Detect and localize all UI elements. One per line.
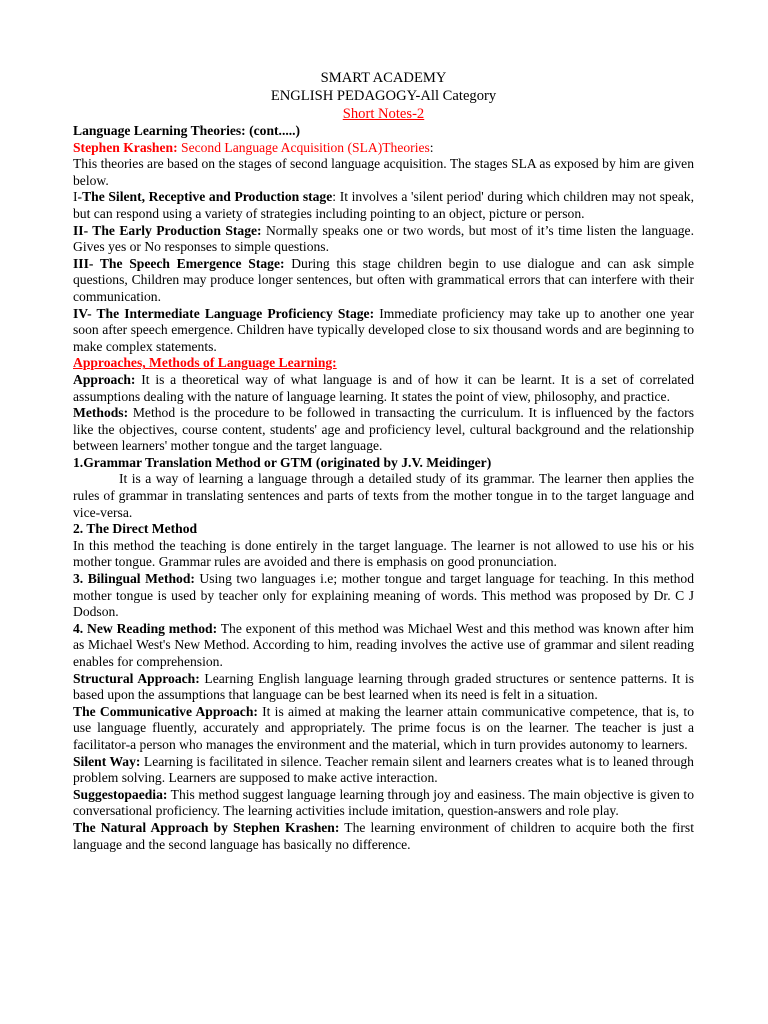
krashen-name: Stephen Krashen: xyxy=(73,139,178,155)
document-page xyxy=(73,69,694,853)
methods-definition: Methods: Method is the procedure to be followed in transacting the curriculum. It is influenced by the factors like the objectives, course content, students' age and proficiency level, cultural background and the relationship between learners' mother tongue and the target language. xyxy=(73,405,694,454)
stage-4: IV- The Intermediate Language Proficiency Stage: Immediate proficiency may take up to another one year soon after speech emergence. Children have typically developed close to six thousand words and are beginning to make complex statements. xyxy=(73,305,694,354)
stage-3: III- The Speech Emergence Stage: During this stage children begin to use dialogue and can ask simple questions, Children may produce longer sentences, but often with grammatical errors that can interfere with their communication. xyxy=(73,255,694,304)
krashen-line: Stephen Krashen: Second Language Acquisition (SLA)Theories: xyxy=(73,139,434,155)
bilingual-method: 3. Bilingual Method: Using two languages i.e; mother tongue and target language for teaching. In this method mother tongue is used by teacher only for explaining meaning of words. This method was proposed by Dr. C J Dodson. xyxy=(73,571,695,620)
approaches-heading: Approaches, Methods of Language Learning: xyxy=(73,355,337,371)
gtm-heading: 1.Grammar Translation Method or GTM (originated by J.V. Meidinger) xyxy=(73,454,492,470)
silent-way: Silent Way: Learning is facilitated in silence. Teacher remain silent and learners creates what is to leaned through problem solving. Learners are supposed to make active interaction. xyxy=(73,753,694,786)
notes-title: Short Notes-2 xyxy=(342,106,425,122)
subject-title: ENGLISH PEDAGOGY-All Category xyxy=(270,88,497,104)
theories-intro: This theories are based on the stages of second language acquisition. The stages SLA as exposed by him are given below. xyxy=(73,156,694,188)
stage-2: II- The Early Production Stage: Normally speaks one or two words, but most of it’s time listen the language. Gives yes or No responses to simple questions. xyxy=(73,222,694,255)
stage-1: I-The Silent, Receptive and Production stage: It involves a 'silent period' during which children may not speak, but can respond using a variety of strategies including pointing to an object, picture or person. xyxy=(73,189,694,221)
structural-approach: Structural Approach: Learning English language learning through graded structures or sentence patterns. It is based upon the assumptions that language can be best learned when its need is felt in a situation. xyxy=(73,670,694,703)
krashen-title: Second Language Acquisition (SLA)Theories xyxy=(177,139,430,155)
gtm-text: It is a way of learning a language through a detailed study of its grammar. The learner then applies the rules of grammar in translating sentences and parts of texts from the mother tongue in to the target language and vice-versa. xyxy=(73,471,694,520)
communicative-approach: The Communicative Approach: It is aimed at making the learner attain communicative competence, that is, to use language fluently, accurately and appropriately. The prime focus is on the learner. The teacher is just a facilitator-a person who manages the environment and the material, which in turn provides autonomy to learners. xyxy=(73,703,694,752)
academy-title: SMART ACADEMY xyxy=(320,70,447,86)
reading-method: 4. New Reading method: The exponent of this method was Michael West and this method was known after him as Michael West's New Method. According to him, reading involves the active use of grammar and silent reading enables for comprehension. xyxy=(73,620,694,669)
natural-approach: The Natural Approach by Stephen Krashen: The learning environment of children to acquire both the first language and the second language has basically no difference. xyxy=(73,819,694,852)
direct-text: In this method the teaching is done entirely in the target language. The learner is not allowed to use his or his mother tongue. Grammar rules are avoided and there is emphasis on good pronunciation. xyxy=(73,537,694,570)
direct-heading: 2. The Direct Method xyxy=(73,521,198,537)
theories-heading: Language Learning Theories: (cont.....) xyxy=(73,123,301,138)
suggestopaedia: Suggestopaedia: This method suggest language learning through joy and easiness. The main objective is given to conversational proficiency. The learning activities include imitation, question-answers and role play. xyxy=(73,786,694,819)
approach-definition: Approach: It is a theoretical way of what language is and of how it can be learnt. It is a set of correlated assumptions dealing with the nature of language learning. It states the point of view, philosophy, and practice. xyxy=(73,371,694,404)
